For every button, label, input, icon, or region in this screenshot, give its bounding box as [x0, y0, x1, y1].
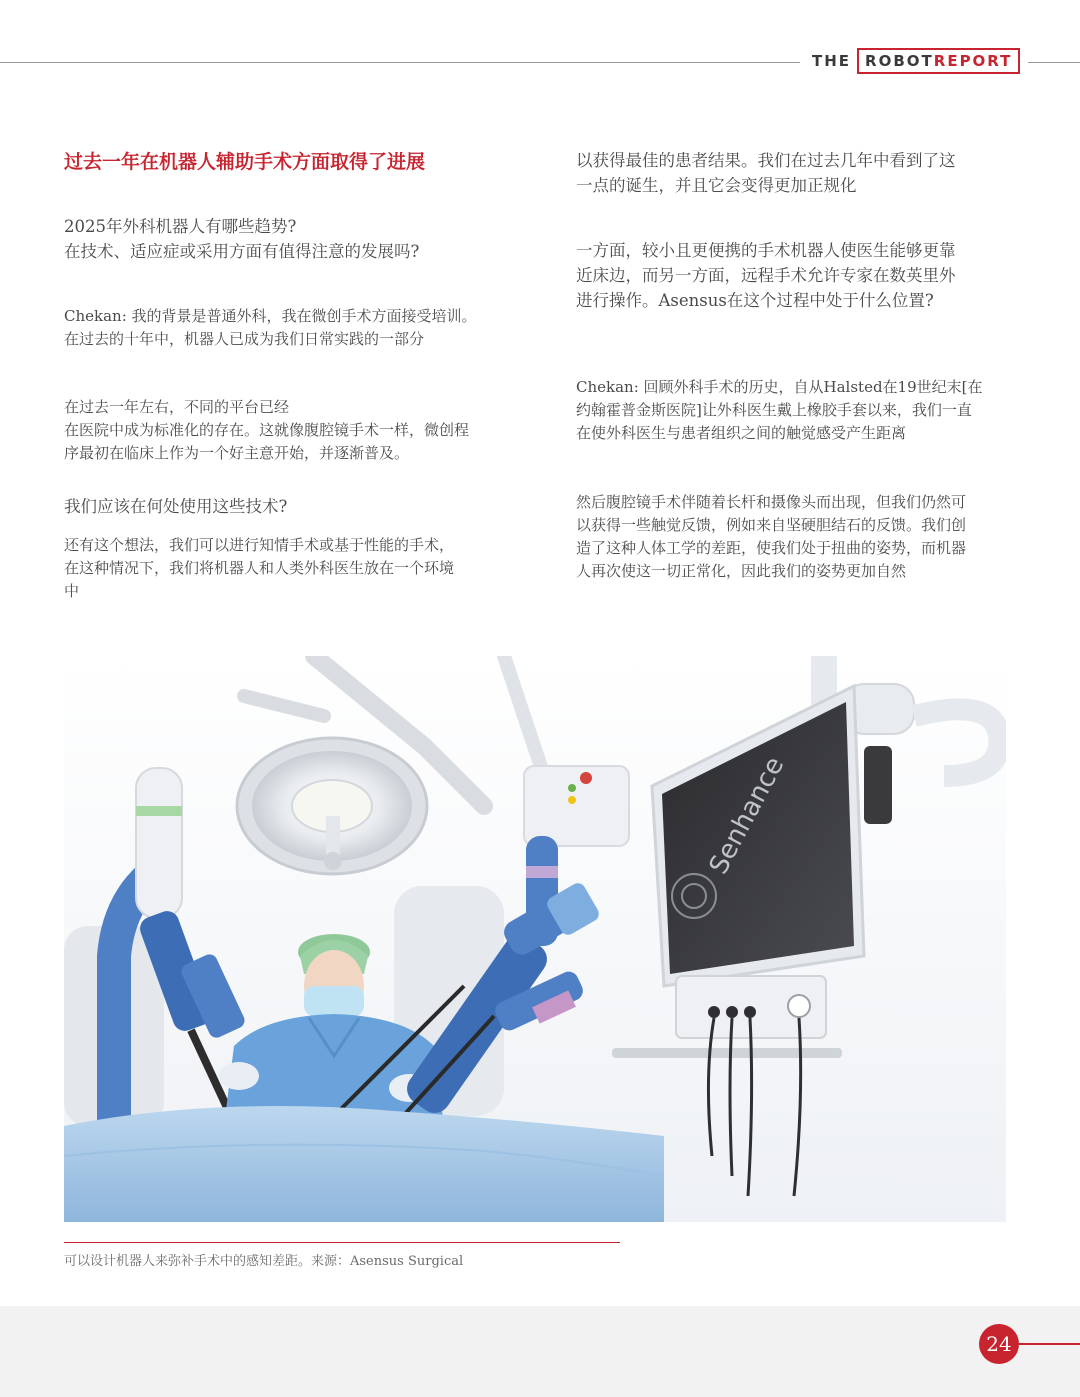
- question-trends: [64, 214, 484, 264]
- caption-rule: [64, 1242, 620, 1243]
- paragraph-line: 在医院中成为标准化的存在。这就像腹腔镜手术一样，微创程: [64, 421, 470, 439]
- paragraph-line: 还有这个想法，我们可以进行知情手术或基于性能的手术，: [64, 536, 455, 554]
- paragraph-line: 中: [64, 582, 80, 600]
- page-number: 24: [979, 1324, 1019, 1364]
- brand-box: [857, 48, 1020, 74]
- question-where: [64, 494, 484, 519]
- question-line: 我们应该在何处使用这些技术?: [64, 497, 288, 516]
- question-portable: [576, 238, 996, 313]
- right-paragraph-2: [576, 376, 1016, 445]
- monitor-brand-text: Senhance: [703, 752, 791, 880]
- paragraph-line: Chekan: 回顾外科手术的历史，自从Halsted在19世纪末[在: [576, 378, 983, 396]
- brand-the: THE: [812, 52, 852, 70]
- header-rule-right: [1028, 62, 1080, 63]
- footer-band: [0, 1306, 1080, 1397]
- brand-report: REPORT: [933, 52, 1013, 70]
- brand-logo: [812, 48, 1020, 74]
- paragraph-line: 序最初在临床上作为一个好主意开始，并逐渐普及。: [64, 444, 410, 462]
- paragraph-line: Chekan: 我的背景是普通外科，我在微创手术方面接受培训。: [64, 307, 477, 325]
- answer-paragraph-1: [64, 305, 504, 351]
- question-line: 一方面，较小且更便携的手术机器人使医生能够更靠: [576, 241, 956, 260]
- paragraph-line: 人再次使这一切正常化，因此我们的姿势更加自然: [576, 562, 907, 580]
- right-paragraph-3: [576, 491, 1016, 583]
- brand-robot: ROBOT: [865, 52, 934, 70]
- question-line: 近床边，而另一方面，远程手术允许专家在数英里外: [576, 266, 956, 285]
- paragraph-line: 在这种情况下，我们将机器人和人类外科医生放在一个环境: [64, 559, 455, 577]
- question-line: 在技术、适应症或采用方面有值得注意的发展吗?: [64, 242, 420, 261]
- right-paragraph-1: [576, 148, 996, 198]
- photo-caption: 可以设计机器人来弥补手术中的感知差距。来源：Asensus Surgical: [64, 1254, 464, 1269]
- paragraph-line: 造了这种人体工学的差距，使我们处于扭曲的姿势，而机器: [576, 539, 967, 557]
- paragraph-line: 以获得一些触觉反馈，例如来自坚硬胆结石的反馈。我们创: [576, 516, 967, 534]
- paragraph-line: 然后腹腔镜手术伴随着长杆和摄像头而出现，但我们仍然可: [576, 493, 967, 511]
- answer-paragraph-3: [64, 534, 504, 603]
- paragraph-line: 约翰霍普金斯医院]让外科医生戴上橡胶手套以来，我们一直: [576, 401, 972, 419]
- paragraph-line: 在过去一年左右，不同的平台已经: [64, 398, 290, 416]
- question-line: 进行操作。Asensus在这个过程中处于什么位置?: [576, 291, 934, 310]
- paragraph-line: 在过去的十年中，机器人已成为我们日常实践的一部分: [64, 330, 425, 348]
- surgery-robot-photo: [64, 656, 1006, 1222]
- page-number-rule: [1019, 1343, 1080, 1345]
- question-line: 2025年外科机器人有哪些趋势?: [64, 217, 297, 236]
- header-rule-left: [0, 62, 800, 63]
- paragraph-line: 以获得最佳的患者结果。我们在过去几年中看到了这: [576, 151, 956, 170]
- section-heading: 过去一年在机器人辅助手术方面取得了进展: [64, 151, 426, 173]
- paragraph-line: 在使外科医生与患者组织之间的触觉感受产生距离: [576, 424, 907, 442]
- answer-paragraph-2: [64, 396, 504, 465]
- paragraph-line: 一点的诞生，并且它会变得更加正规化: [576, 176, 857, 195]
